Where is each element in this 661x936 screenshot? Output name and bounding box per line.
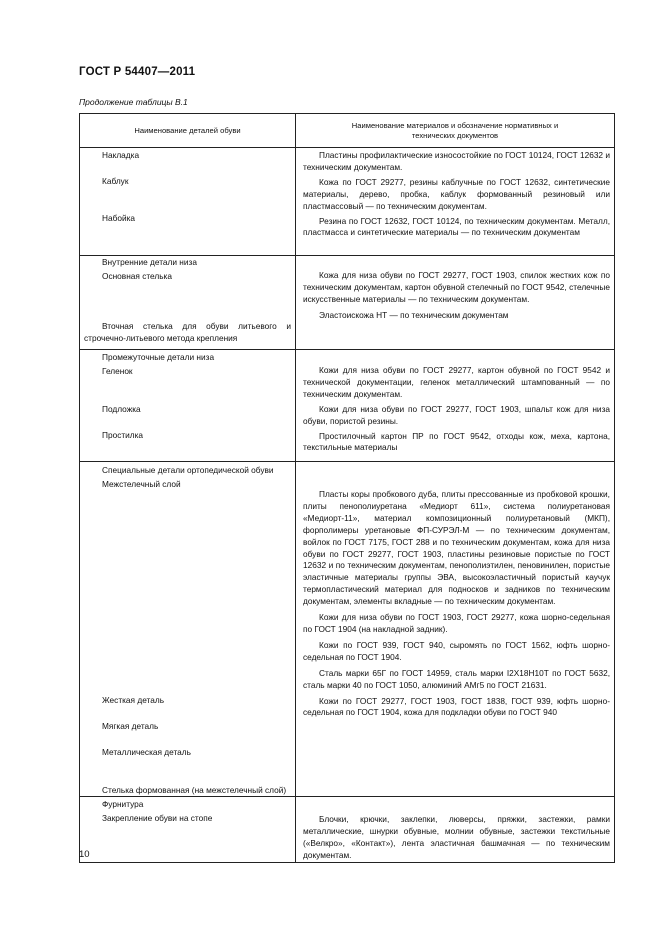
material-text: Кожи для низа обуви по ГОСТ 1903, ГОСТ 29277, кожа шорно-седельная по ГОСТ 1904 (на накладной задник). <box>303 612 610 634</box>
page-number: 10 <box>79 849 90 860</box>
table-row <box>80 462 615 797</box>
material-text: Блочки, крючки, заклепки, люверсы, пряжки, застежки, рамки металлические, шнурки обувные, молнии обувные, застежки текстильные («Велкро», «Контакт»), лента эластичная башмачная — по техническим документам. <box>303 814 610 861</box>
material-text: Простилочный картон ПР по ГОСТ 9542, отходы кож, меха, картона, текстильные материалы <box>303 430 610 453</box>
table-row <box>80 256 615 350</box>
material-text: Кожи для низа обуви по ГОСТ 29277, картон обувной по ГОСТ 9542 и технической документации, геленок металлический штампованный — по техническим документам. <box>303 365 610 399</box>
material-text: Пластины профилактические износостойкие по ГОСТ 10124, ГОСТ 12632 и техническим документам. <box>303 150 610 172</box>
part-name: Каблук <box>102 175 129 186</box>
part-name: Геленок <box>102 365 133 376</box>
group-title: Внутренние детали низа <box>102 257 197 267</box>
part-name: Набойка <box>102 212 136 223</box>
materials-cell <box>296 148 615 256</box>
material-text: Кожа по ГОСТ 29277, резины каблучные по ГОСТ 12632, синтетические материалы, дерево, пробка, каблук формованный резиновый или пластмассовый — по техническим документам. <box>303 176 610 211</box>
materials-cell <box>296 462 615 797</box>
material-text: Пласты коры пробкового дуба, плиты прессованные из пробковой крошки, плиты пенополиуретана «Медиорт 611», система полиуретановая «Медиорт-11», материал композиционный полиуретановый (МКП), форполимеры уретановые ФП-СУРЭЛ-М — по техническим документам, войлок по ГОСТ 7175, ГОСТ 288 и по техническим документам, кожа для низа обуви по ГОСТ 29277, ГОСТ 1903, пластины резиновые пористые по ГОСТ 12632 и по техническим документам, пенополиэтилен, пеновинилен, пористые эластичные материалы группы ЭВА, высокоэластичный пористый каучук термопластический материал для подносков и задников по техническим документам, элементы вкладные — по техническим документам. <box>303 489 610 607</box>
materials-cell <box>296 350 615 462</box>
part-name: Основная стелька <box>102 270 172 281</box>
part-name: Жесткая деталь <box>102 694 165 705</box>
table-caption: Продолжение таблицы В.1 <box>79 97 188 107</box>
part-name: Вточная стелька для обуви литьевого и строчечно-литьевого метода крепления <box>84 320 291 343</box>
table-row <box>80 350 615 462</box>
parts-cell <box>80 148 296 256</box>
materials-cell <box>296 797 615 863</box>
materials-cell <box>296 256 615 350</box>
parts-cell <box>80 350 296 462</box>
table-header-row <box>80 114 615 148</box>
part-name: Закрепление обуви на стопе <box>102 813 213 824</box>
material-text: Эластоискожа НТ — по техническим документам <box>319 309 509 320</box>
table-row <box>80 148 615 256</box>
part-name: Простилка <box>102 429 144 440</box>
part-name: Накладка <box>102 150 140 160</box>
group-title: Специальные детали ортопедической обуви <box>102 465 274 475</box>
material-text: Резина по ГОСТ 12632, ГОСТ 10124, по техническим документам. Металл, пластмасса и синтетические материалы — по техническим документам <box>303 215 610 238</box>
part-name: Межстелечный слой <box>102 478 181 489</box>
material-text: Кожи для низа обуви по ГОСТ 29277, ГОСТ 1903, шпальт кож для низа обуви, пористой резины. <box>303 403 610 426</box>
material-text: Кожа для низа обуви по ГОСТ 29277, ГОСТ 1903, спилок жестких кож по техническим документам, картон обувной стелечный по ГОСТ 9542, стелечные искусственные материалы — по техническим документам. <box>303 270 610 304</box>
parts-cell <box>80 797 296 863</box>
column-header-parts: Наименование деталей обуви <box>80 114 296 148</box>
table-row <box>80 797 615 863</box>
parts-cell <box>80 256 296 350</box>
document-title: ГОСТ Р 54407—2011 <box>79 66 196 78</box>
material-text: Кожи по ГОСТ 29277, ГОСТ 1903, ГОСТ 1838, ГОСТ 939, юфть шорно-седельная по ГОСТ 1904, кожа для подкладки обуви по ГОСТ 940 <box>303 695 610 718</box>
group-title: Фурнитура <box>102 799 144 810</box>
material-text: Сталь марки 65Г по ГОСТ 14959, сталь марки I2Х18Н10Т по ГОСТ 5632, сталь марки 40 по ГОСТ 1050, алюминий АМг5 по ГОСТ 21631. <box>303 667 610 690</box>
part-name: Мягкая деталь <box>102 720 159 731</box>
part-name: Подложка <box>102 403 141 414</box>
part-name: Стелька формованная (на межстелечный слой) <box>102 784 287 795</box>
material-text: Кожи по ГОСТ 939, ГОСТ 940, сыромять по ГОСТ 1562, юфть шорно-седельная по ГОСТ 1904. <box>303 639 610 662</box>
parts-cell <box>80 462 296 797</box>
materials-table <box>79 113 615 863</box>
group-title: Промежуточные детали низа <box>102 352 215 362</box>
part-name: Металлическая деталь <box>102 746 191 757</box>
column-header-materials: Наименование материалов и обозначение нормативных и технических документов <box>296 114 615 148</box>
